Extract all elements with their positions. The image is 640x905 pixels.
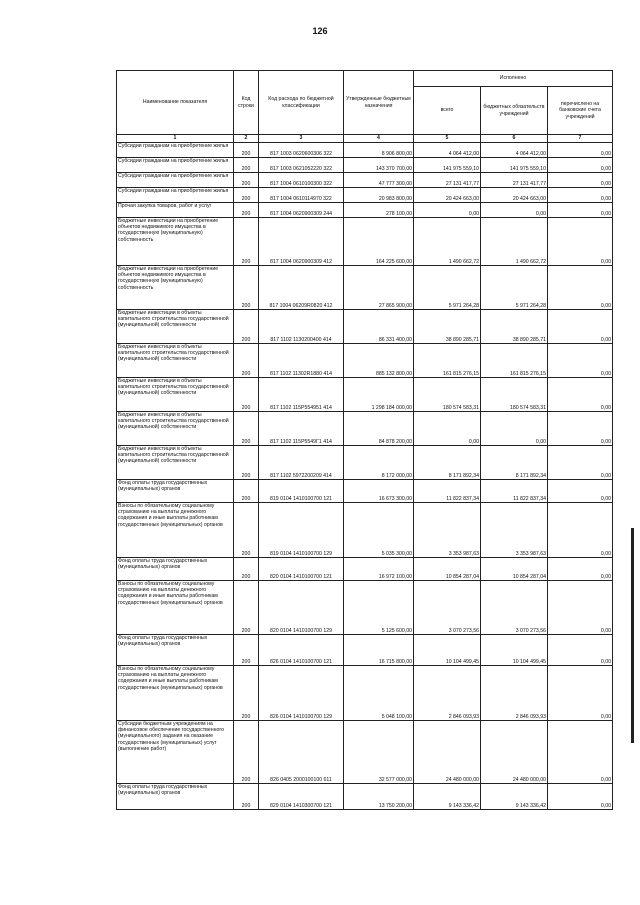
row-approved: 32 577 000,00 xyxy=(344,721,414,784)
row-budget-code: 820 0104 1410100700 129 xyxy=(259,581,344,635)
row-total: 0,00 xyxy=(414,412,481,446)
row-budget-code: 817 1003 0620600306 322 xyxy=(259,143,344,158)
row-name: Фонд оплаты труда государственных (муниципальных) органов xyxy=(117,558,234,581)
table-row xyxy=(117,666,613,721)
row-line-code: 200 xyxy=(234,378,259,412)
header-obligations: бюджетных обязательств учреждений xyxy=(481,87,548,135)
header-budget-code: Код расхода по бюджетной классификации xyxy=(259,71,344,135)
row-name: Бюджетные инвестиции в объекты капитального строительства государственной (муниципальной) собственности xyxy=(117,446,234,480)
table-row xyxy=(117,446,613,480)
row-obligations: 3 070 273,56 xyxy=(481,581,548,635)
row-name: Фонд оплаты труда государственных (муниципальных) органов xyxy=(117,635,234,666)
table-row xyxy=(117,721,613,784)
row-obligations: 4 064 412,00 xyxy=(481,143,548,158)
header-transferred: перечислено на банковские счета учреждений xyxy=(548,87,613,135)
row-total: 11 822 837,34 xyxy=(414,480,481,503)
row-name: Бюджетные инвестиции в объекты капитального строительства государственной (муниципальной) собственности xyxy=(117,378,234,412)
row-obligations: 161 815 276,15 xyxy=(481,344,548,378)
row-budget-code: 817 1004 0620900309 244 xyxy=(259,203,344,218)
row-line-code: 200 xyxy=(234,446,259,480)
row-approved: 143 370 700,00 xyxy=(344,158,414,173)
table-row xyxy=(117,581,613,635)
row-budget-code: 819 0104 1410100700 121 xyxy=(259,480,344,503)
column-index: 2 xyxy=(234,135,259,143)
row-approved: 20 983 800,00 xyxy=(344,188,414,203)
row-transferred: 0,00 xyxy=(548,378,613,412)
row-budget-code: 819 0104 1410100700 129 xyxy=(259,503,344,558)
row-approved: 5 125 600,00 xyxy=(344,581,414,635)
row-transferred: 0,00 xyxy=(548,158,613,173)
row-line-code: 200 xyxy=(234,173,259,188)
row-transferred: 0,00 xyxy=(548,635,613,666)
row-transferred: 0,00 xyxy=(548,173,613,188)
row-transferred: 0,00 xyxy=(548,784,613,810)
row-name: Взносы по обязательному социальному страхованию на выплаты денежного содержания и иные выплаты работникам государственных (муниципальных) органов xyxy=(117,503,234,558)
row-obligations: 5 971 264,28 xyxy=(481,266,548,310)
table-row xyxy=(117,378,613,412)
row-obligations: 10 104 499,45 xyxy=(481,635,548,666)
row-obligations: 11 822 837,34 xyxy=(481,480,548,503)
row-line-code: 200 xyxy=(234,721,259,784)
row-approved: 5 035 300,00 xyxy=(344,503,414,558)
row-budget-code: 817 1102 115P554951 414 xyxy=(259,378,344,412)
row-name: Прочая закупка товаров, работ и услуг xyxy=(117,203,234,218)
row-transferred: 0,00 xyxy=(548,581,613,635)
row-obligations: 24 480 000,00 xyxy=(481,721,548,784)
row-name: Субсидии гражданам на приобретение жилья xyxy=(117,158,234,173)
row-transferred: 0,00 xyxy=(548,203,613,218)
row-line-code: 200 xyxy=(234,635,259,666)
row-line-code: 200 xyxy=(234,480,259,503)
column-index: 3 xyxy=(259,135,344,143)
table-row xyxy=(117,635,613,666)
row-approved: 16 715 800,00 xyxy=(344,635,414,666)
page-number: 126 xyxy=(312,26,328,36)
table-row xyxy=(117,266,613,310)
row-approved: 8 906 800,00 xyxy=(344,143,414,158)
row-total: 0,00 xyxy=(414,203,481,218)
row-name: Субсидии гражданам на приобретение жилья xyxy=(117,143,234,158)
row-total: 9 143 336,42 xyxy=(414,784,481,810)
table-row xyxy=(117,173,613,188)
column-index: 7 xyxy=(548,135,613,143)
row-name: Бюджетные инвестиции в объекты капитального строительства государственной (муниципальной) собственности xyxy=(117,310,234,344)
row-approved: 47 777 300,00 xyxy=(344,173,414,188)
row-approved: 278 100,00 xyxy=(344,203,414,218)
row-transferred: 0,00 xyxy=(548,143,613,158)
row-budget-code: 817 1004 0610114970 322 xyxy=(259,188,344,203)
row-budget-code: 817 1102 115P5549Г1 414 xyxy=(259,412,344,446)
row-approved: 84 878 200,00 xyxy=(344,412,414,446)
row-line-code: 200 xyxy=(234,266,259,310)
row-transferred: 0,00 xyxy=(548,503,613,558)
row-transferred: 0,00 xyxy=(548,446,613,480)
table-row xyxy=(117,203,613,218)
row-line-code: 200 xyxy=(234,503,259,558)
row-total: 8 171 892,34 xyxy=(414,446,481,480)
row-budget-code: 817 1102 1130200400 414 xyxy=(259,310,344,344)
column-index-row xyxy=(117,135,613,143)
row-line-code: 200 xyxy=(234,784,259,810)
row-approved: 27 865 900,00 xyxy=(344,266,414,310)
row-name: Фонд оплаты труда государственных (муниципальных) органов xyxy=(117,480,234,503)
row-obligations: 1 490 662,72 xyxy=(481,218,548,266)
row-line-code: 200 xyxy=(234,666,259,721)
table-row xyxy=(117,503,613,558)
header-approved: Утвержденные бюджетные назначения xyxy=(344,71,414,135)
row-approved: 16 972 100,00 xyxy=(344,558,414,581)
row-line-code: 200 xyxy=(234,218,259,266)
row-obligations: 27 131 417,77 xyxy=(481,173,548,188)
row-total: 5 971 264,28 xyxy=(414,266,481,310)
row-total: 141 975 559,10 xyxy=(414,158,481,173)
row-obligations: 10 854 287,04 xyxy=(481,558,548,581)
row-total: 2 846 093,93 xyxy=(414,666,481,721)
row-approved: 86 331 400,00 xyxy=(344,310,414,344)
row-name: Фонд оплаты труда государственных (муниципальных) органов xyxy=(117,784,234,810)
row-line-code: 200 xyxy=(234,581,259,635)
row-budget-code: 826 0104 1410100700 121 xyxy=(259,635,344,666)
row-total: 24 480 000,00 xyxy=(414,721,481,784)
header-line-code: Код строки xyxy=(234,71,259,135)
row-name: Бюджетные инвестиции на приобретение объектов недвижимого имущества в государственную (муниципальную) собственность xyxy=(117,266,234,310)
row-line-code: 200 xyxy=(234,143,259,158)
row-budget-code: 817 1004 0610100300 322 xyxy=(259,173,344,188)
row-budget-code: 817 1003 0621052220 322 xyxy=(259,158,344,173)
row-total: 38 890 285,71 xyxy=(414,310,481,344)
row-total: 3 353 987,63 xyxy=(414,503,481,558)
row-line-code: 200 xyxy=(234,344,259,378)
row-transferred: 0,00 xyxy=(548,721,613,784)
row-transferred: 0,00 xyxy=(548,412,613,446)
row-approved: 16 673 300,00 xyxy=(344,480,414,503)
row-total: 27 131 417,77 xyxy=(414,173,481,188)
table-row xyxy=(117,412,613,446)
column-index: 4 xyxy=(344,135,414,143)
column-index: 5 xyxy=(414,135,481,143)
row-total: 1 490 662,72 xyxy=(414,218,481,266)
table-row xyxy=(117,158,613,173)
row-transferred: 0,00 xyxy=(548,344,613,378)
row-line-code: 200 xyxy=(234,310,259,344)
row-total: 20 424 663,00 xyxy=(414,188,481,203)
row-name: Бюджетные инвестиции в объекты капитального строительства государственной (муниципальной) собственности xyxy=(117,344,234,378)
scan-edge-mark xyxy=(631,528,634,743)
row-approved: 8 172 000,00 xyxy=(344,446,414,480)
row-name: Взносы по обязательному социальному страхованию на выплаты денежного содержания и иные выплаты работникам государственных (муниципальных) органов xyxy=(117,581,234,635)
row-obligations: 180 574 583,31 xyxy=(481,378,548,412)
row-line-code: 200 xyxy=(234,188,259,203)
row-transferred: 0,00 xyxy=(548,218,613,266)
row-approved: 13 750 200,00 xyxy=(344,784,414,810)
row-transferred: 0,00 xyxy=(548,310,613,344)
row-total: 10 104 499,45 xyxy=(414,635,481,666)
row-name: Взносы по обязательному социальному страхованию на выплаты денежного содержания и иные выплаты работникам государственных (муниципальных) органов xyxy=(117,666,234,721)
row-budget-code: 820 0104 1410100700 121 xyxy=(259,558,344,581)
table-row xyxy=(117,558,613,581)
table-row xyxy=(117,143,613,158)
row-transferred: 0,00 xyxy=(548,558,613,581)
row-budget-code: 817 1102 11302R1880 414 xyxy=(259,344,344,378)
row-transferred: 0,00 xyxy=(548,266,613,310)
row-line-code: 200 xyxy=(234,558,259,581)
row-budget-code: 826 0104 1410100700 129 xyxy=(259,666,344,721)
row-obligations: 38 890 285,71 xyxy=(481,310,548,344)
row-line-code: 200 xyxy=(234,158,259,173)
row-line-code: 200 xyxy=(234,412,259,446)
row-obligations: 0,00 xyxy=(481,412,548,446)
row-total: 4 064 412,00 xyxy=(414,143,481,158)
header-total: всего xyxy=(414,87,481,135)
row-transferred: 0,00 xyxy=(548,666,613,721)
row-budget-code: 826 0405 2000100100 611 xyxy=(259,721,344,784)
row-name: Субсидии гражданам на приобретение жилья xyxy=(117,188,234,203)
row-budget-code: 817 1004 0620900309 412 xyxy=(259,218,344,266)
table-row xyxy=(117,218,613,266)
header-name: Наименование показателя xyxy=(117,71,234,135)
row-obligations: 3 353 987,63 xyxy=(481,503,548,558)
table-row xyxy=(117,188,613,203)
column-index: 1 xyxy=(117,135,234,143)
row-name: Субсидии бюджетным учреждениям на финансовое обеспечение государственного (муниципального) задания на оказание государственных (муниципальных) услуг (выполнение работ) xyxy=(117,721,234,784)
row-name: Бюджетные инвестиции на приобретение объектов недвижимого имущества в государственную (муниципальную) собственность xyxy=(117,218,234,266)
row-obligations: 141 975 559,10 xyxy=(481,158,548,173)
row-obligations: 0,00 xyxy=(481,203,548,218)
row-approved: 1 298 184 000,00 xyxy=(344,378,414,412)
table-row xyxy=(117,310,613,344)
row-approved: 5 048 100,00 xyxy=(344,666,414,721)
row-approved: 885 132 800,00 xyxy=(344,344,414,378)
budget-execution-table xyxy=(116,70,613,810)
table-row xyxy=(117,480,613,503)
row-name: Субсидии гражданам на приобретение жилья xyxy=(117,173,234,188)
row-obligations: 20 424 663,00 xyxy=(481,188,548,203)
row-total: 3 070 273,56 xyxy=(414,581,481,635)
row-total: 10 854 287,04 xyxy=(414,558,481,581)
row-obligations: 2 846 093,93 xyxy=(481,666,548,721)
row-total: 180 574 583,31 xyxy=(414,378,481,412)
row-name: Бюджетные инвестиции в объекты капитального строительства государственной (муниципальной) собственности xyxy=(117,412,234,446)
table-row xyxy=(117,344,613,378)
row-approved: 164 225 600,00 xyxy=(344,218,414,266)
row-total: 161 815 276,15 xyxy=(414,344,481,378)
row-transferred: 0,00 xyxy=(548,188,613,203)
row-obligations: 9 143 336,42 xyxy=(481,784,548,810)
row-budget-code: 817 1102 5972200209 414 xyxy=(259,446,344,480)
column-index: 6 xyxy=(481,135,548,143)
row-line-code: 200 xyxy=(234,203,259,218)
header-execution: Исполнено xyxy=(414,71,613,87)
row-obligations: 8 171 892,34 xyxy=(481,446,548,480)
row-budget-code: 829 0104 1410300700 121 xyxy=(259,784,344,810)
table-row xyxy=(117,784,613,810)
row-budget-code: 817 1004 06209R0820 412 xyxy=(259,266,344,310)
row-transferred: 0,00 xyxy=(548,480,613,503)
